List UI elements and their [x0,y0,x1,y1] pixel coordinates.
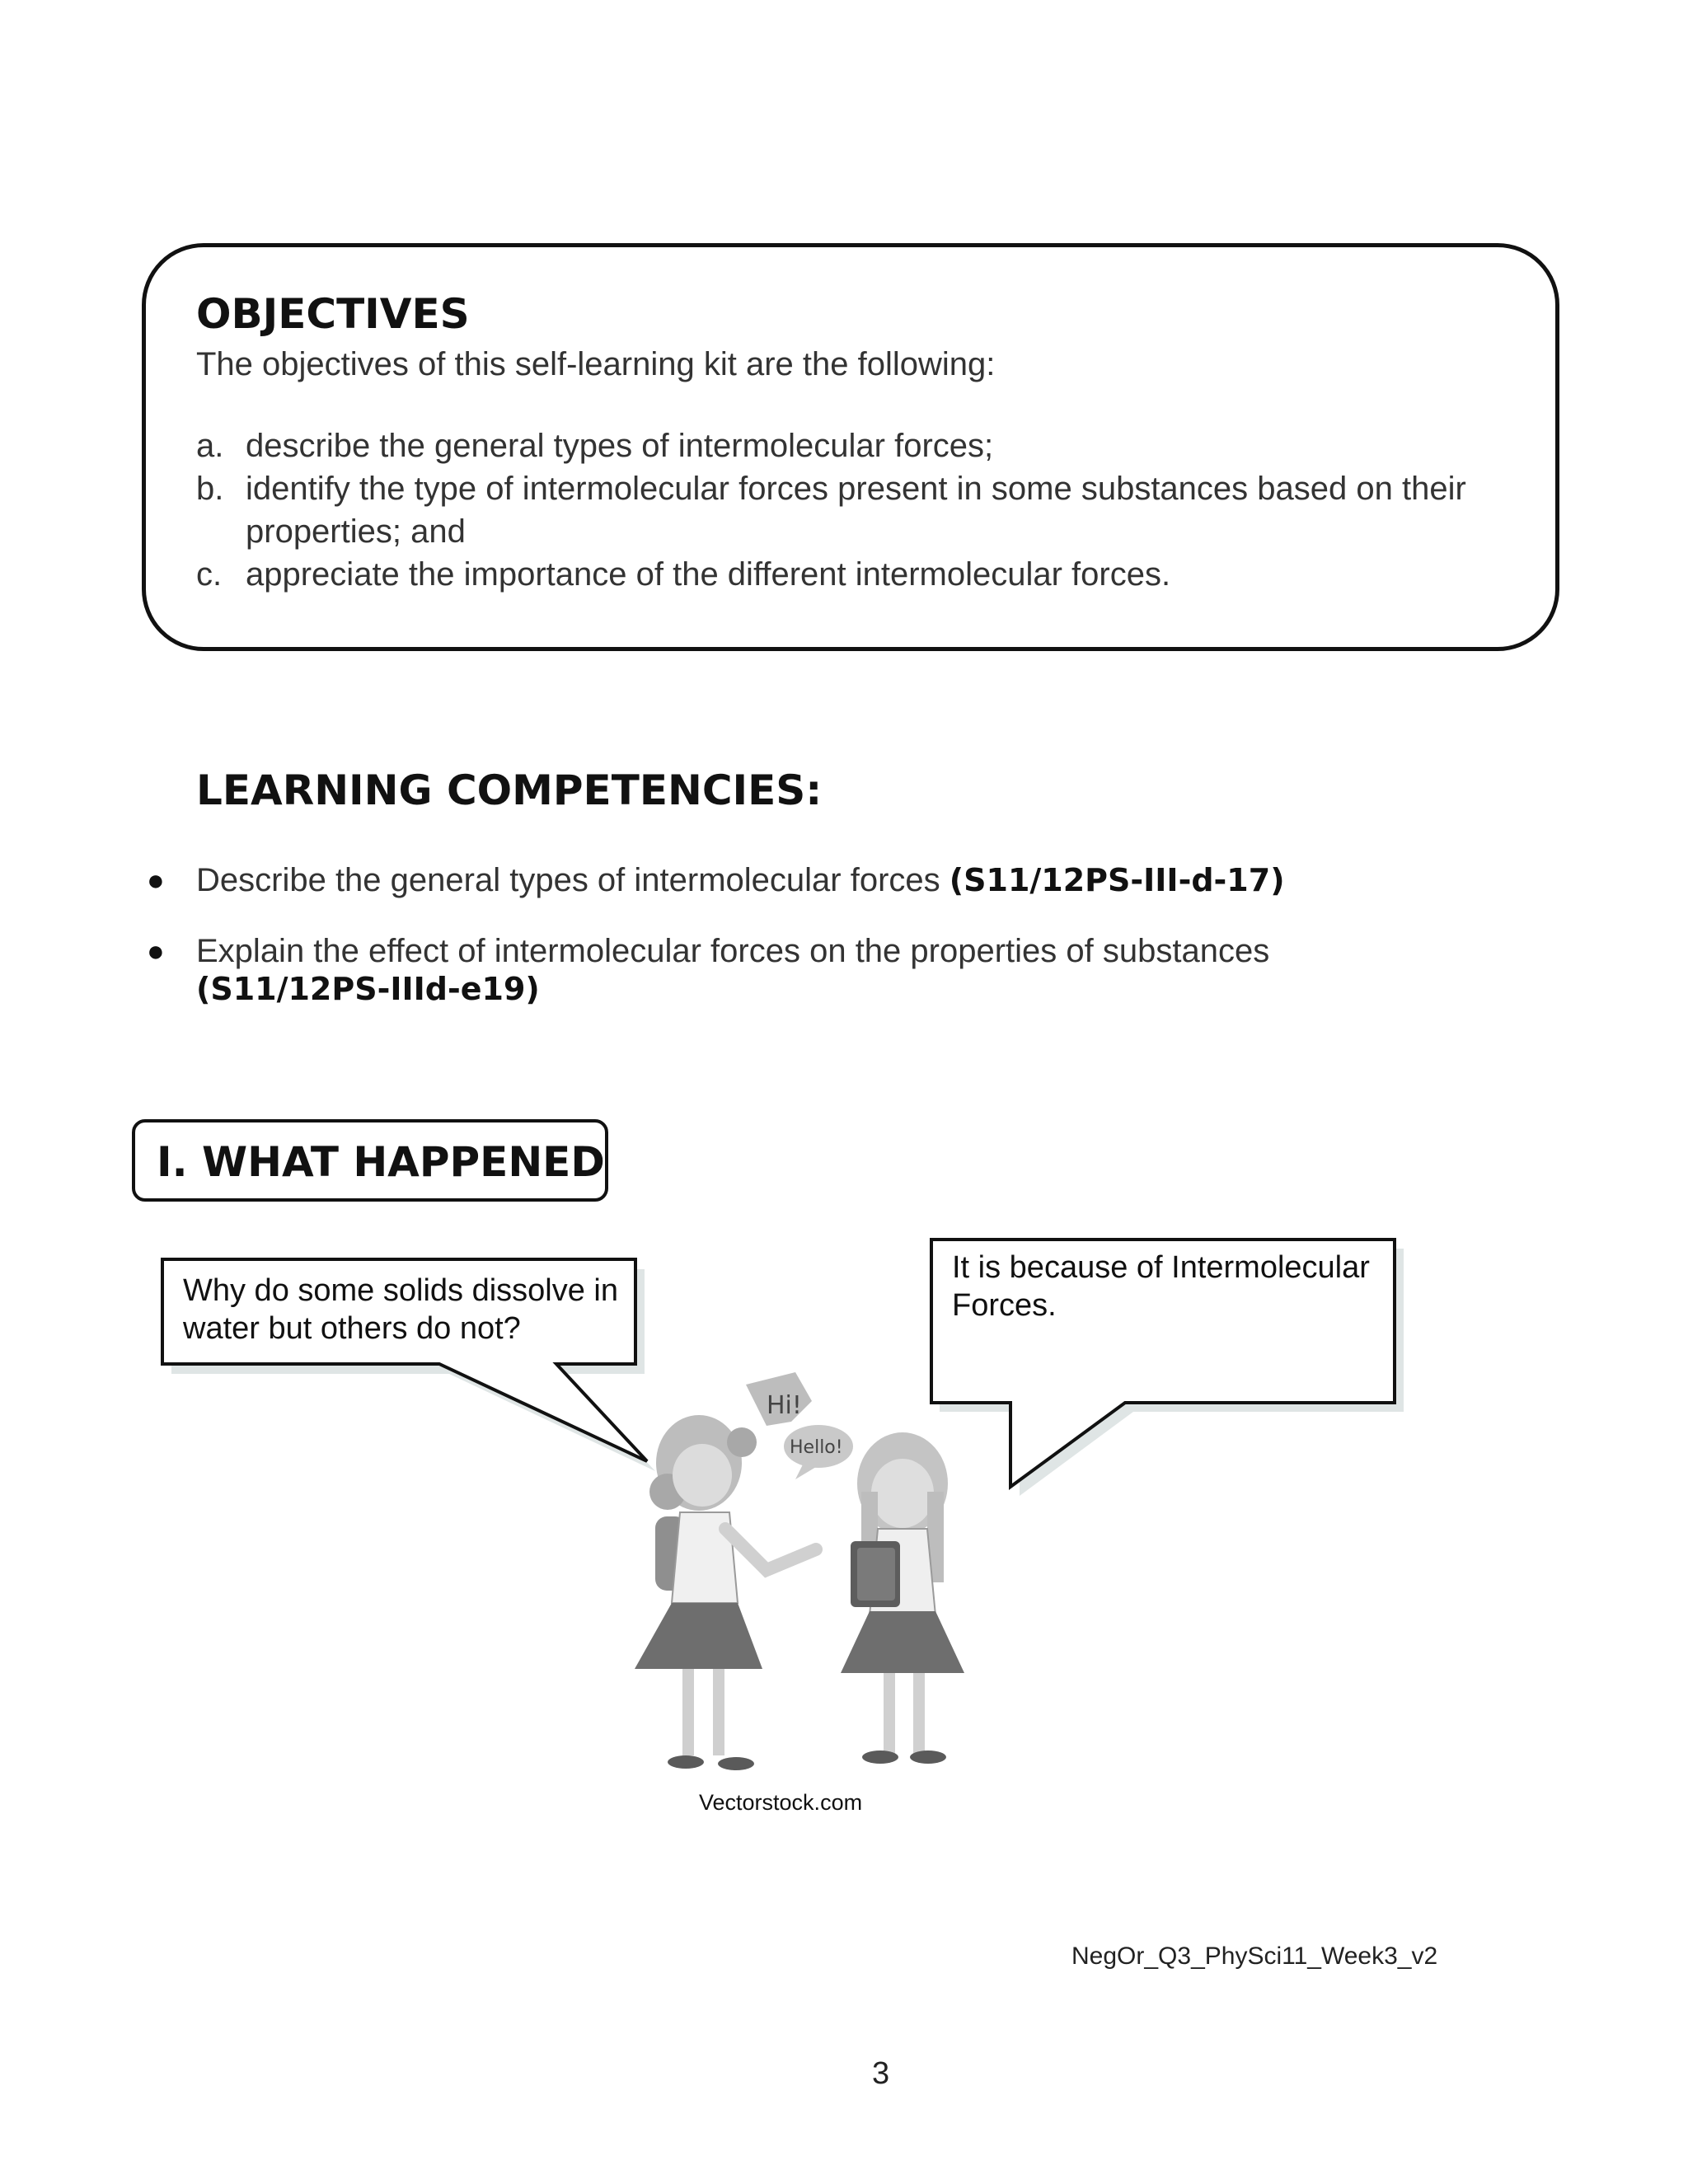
bullet-icon: ● [147,863,165,897]
greeting-right: Hello! [790,1437,843,1458]
competency-description: Explain the effect of intermolecular forces on the properties of substances [196,933,1270,969]
answer-text: It is because of Intermolecular Forces. [952,1250,1370,1323]
competency-description: Describe the general types of intermolecular forces [196,862,950,898]
list-text: describe the general types of intermolecular forces; [246,428,994,464]
list-letter: b. [196,471,224,507]
section-title: I. WHAT HAPPENED [157,1138,605,1186]
image-credit: Vectorstock.com [699,1790,863,1815]
page-number: 3 [872,2056,890,2091]
competencies-title: LEARNING COMPETENCIES: [196,766,823,814]
objectives-intro: The objectives of this self-learning kit are the following: [196,346,996,382]
hello-bubble [784,1425,853,1479]
list-letter: a. [196,428,224,464]
girl-left-figure [635,1415,816,1770]
list-letter: c. [196,556,223,593]
objectives-title: OBJECTIVES [196,290,470,338]
competency-code: (S11/12PS-III-d-17) [949,862,1285,898]
greeting-left: Hi! [767,1391,802,1420]
question-text: Why do some solids dissolve in water but others do not? [183,1273,618,1346]
competency-code: (S11/12PS-IIId-e19) [196,971,540,1007]
girl-right-figure [841,1432,964,1764]
footer-code: NegOr_Q3_PhySci11_Week3_v2 [1071,1943,1438,1970]
list-text: appreciate the importance of the different intermolecular forces. [246,556,1171,593]
bullet-icon: ● [147,934,165,968]
list-text: identify the type of intermolecular forces present in some substances based on their properties; and [246,471,1466,550]
hi-bubble [746,1372,812,1426]
